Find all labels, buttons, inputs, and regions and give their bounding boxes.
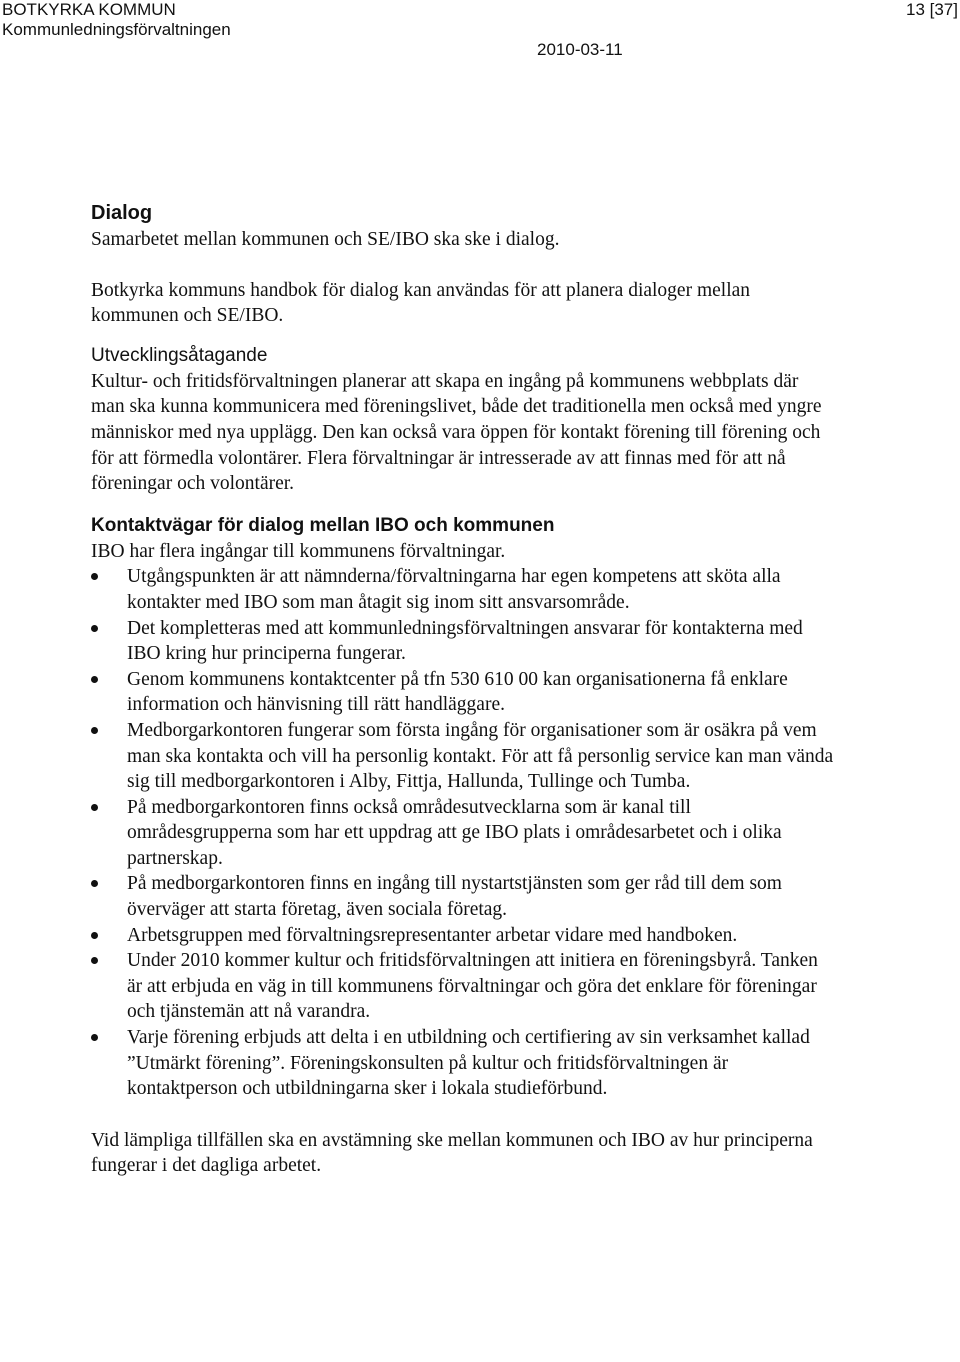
list-item-text: Utgångspunkten är att nämnderna/förvaltningarna har egen kompetens att sköta alla kontakter med IBO som man åtagit sig inom sitt ansvarsområde. [127,566,781,613]
list-item-text: Varje förening erbjuds att delta i en utbildning och certifiering av sin verksamhet kallad ”Utmärkt förening”. Föreningskonsulten på kultur och fritidsförvaltningen är kontaktperson och utbildningarna sker i lokala studieförbund. [127,1027,810,1100]
bullet-icon [91,676,98,683]
list-item [91,948,835,1025]
list-item-text: På medborgarkontoren finns också områdesutvecklarna som är kanal till områdesgrupperna som har ett uppdrag att ge IBO plats i områdesarbetet och i olika partnerskap. [127,796,782,869]
dialog-paragraph-1: Samarbetet mellan kommunen och SE/IBO ska ske i dialog. [91,229,560,250]
section-heading-dialog: Dialog [91,202,153,224]
list-item [91,871,835,922]
list-item [91,616,835,667]
list-item-text: Under 2010 kommer kultur och fritidsförvaltningen att initiera en föreningsbyrå. Tanken är att erbjuda en väg in till kommunens förvaltningar och göra det enklare för föreningar och tjänstemän att nå varandra. [127,950,818,1023]
list-item [91,1025,835,1102]
bullet-icon [91,804,98,811]
utveckling-paragraph: Kultur- och fritidsförvaltningen planerar att skapa en ingång på kommunens webbplats där man ska kunna kommunicera med föreningslivet, både det traditionella men också med yngre människor med nya upplägg. Den kan också vara öppen för kontakt förening till förening och för att förmedla volontärer. Flera förvaltningar är intresserade av att finnas med för att nå föreningar och volontärer. [91,370,822,495]
department-name: Kommunledningsförvaltningen [2,20,231,39]
list-item [91,564,835,615]
bullet-icon [91,625,98,632]
bullet-icon [91,932,98,939]
list-item [91,667,835,718]
bullet-icon [91,573,98,580]
bullet-icon [91,1034,98,1041]
bullet-icon [91,880,98,887]
organization-name: BOTKYRKA KOMMUN [2,0,176,19]
document-date: 2010-03-11 [537,40,623,59]
list-item [91,718,835,795]
section-heading-kontakt: Kontaktvägar för dialog mellan IBO och kommunen [91,514,555,536]
list-item-text: Medborgarkontoren fungerar som första ingång för organisationer som är osäkra på vem man ska kontakta och vill ha personlig kontakt. För att få personlig service kan man vända sig till medborgarkontoren i Alby, Fittja, Hallunda, Tullinge och Tumba. [127,719,834,793]
list-item [91,795,835,872]
list-item-text: På medborgarkontoren finns en ingång till nystartstjänsten som ger råd till dem som överväger att starta företag, även sociala företag. [127,873,782,921]
document-body [91,199,835,1179]
closing-paragraph: Vid lämpliga tillfällen ska en avstämning ske mellan kommunen och IBO av hur principerna fungerar i det dagliga arbetet. [91,1129,813,1177]
list-item-text: Genom kommunens kontaktcenter på tfn 530 610 00 kan organisationerna få enklare information och hänvisning till rätt handläggare. [127,668,788,716]
list-item [91,923,835,949]
list-item-text: Det kompletteras med att kommunledningsförvaltningen ansvarar för kontakterna med IBO kring hur principerna fungerar. [127,617,803,665]
list-item-text: Arbetsgruppen med förvaltningsrepresentanter arbetar vidare med handboken. [127,924,738,946]
kontakt-bullet-list [91,564,835,1101]
bullet-icon [91,957,98,964]
page-number: 13 [37] [906,0,958,19]
dialog-paragraph-2: Botkyrka kommuns handbok för dialog kan användas för att planera dialoger mellan kommunen och SE/IBO. [91,279,751,327]
bullet-icon [91,727,98,734]
section-heading-utveckling: Utvecklingsåtagande [91,344,268,366]
kontakt-intro: IBO har flera ingångar till kommunens förvaltningar. [91,540,506,562]
